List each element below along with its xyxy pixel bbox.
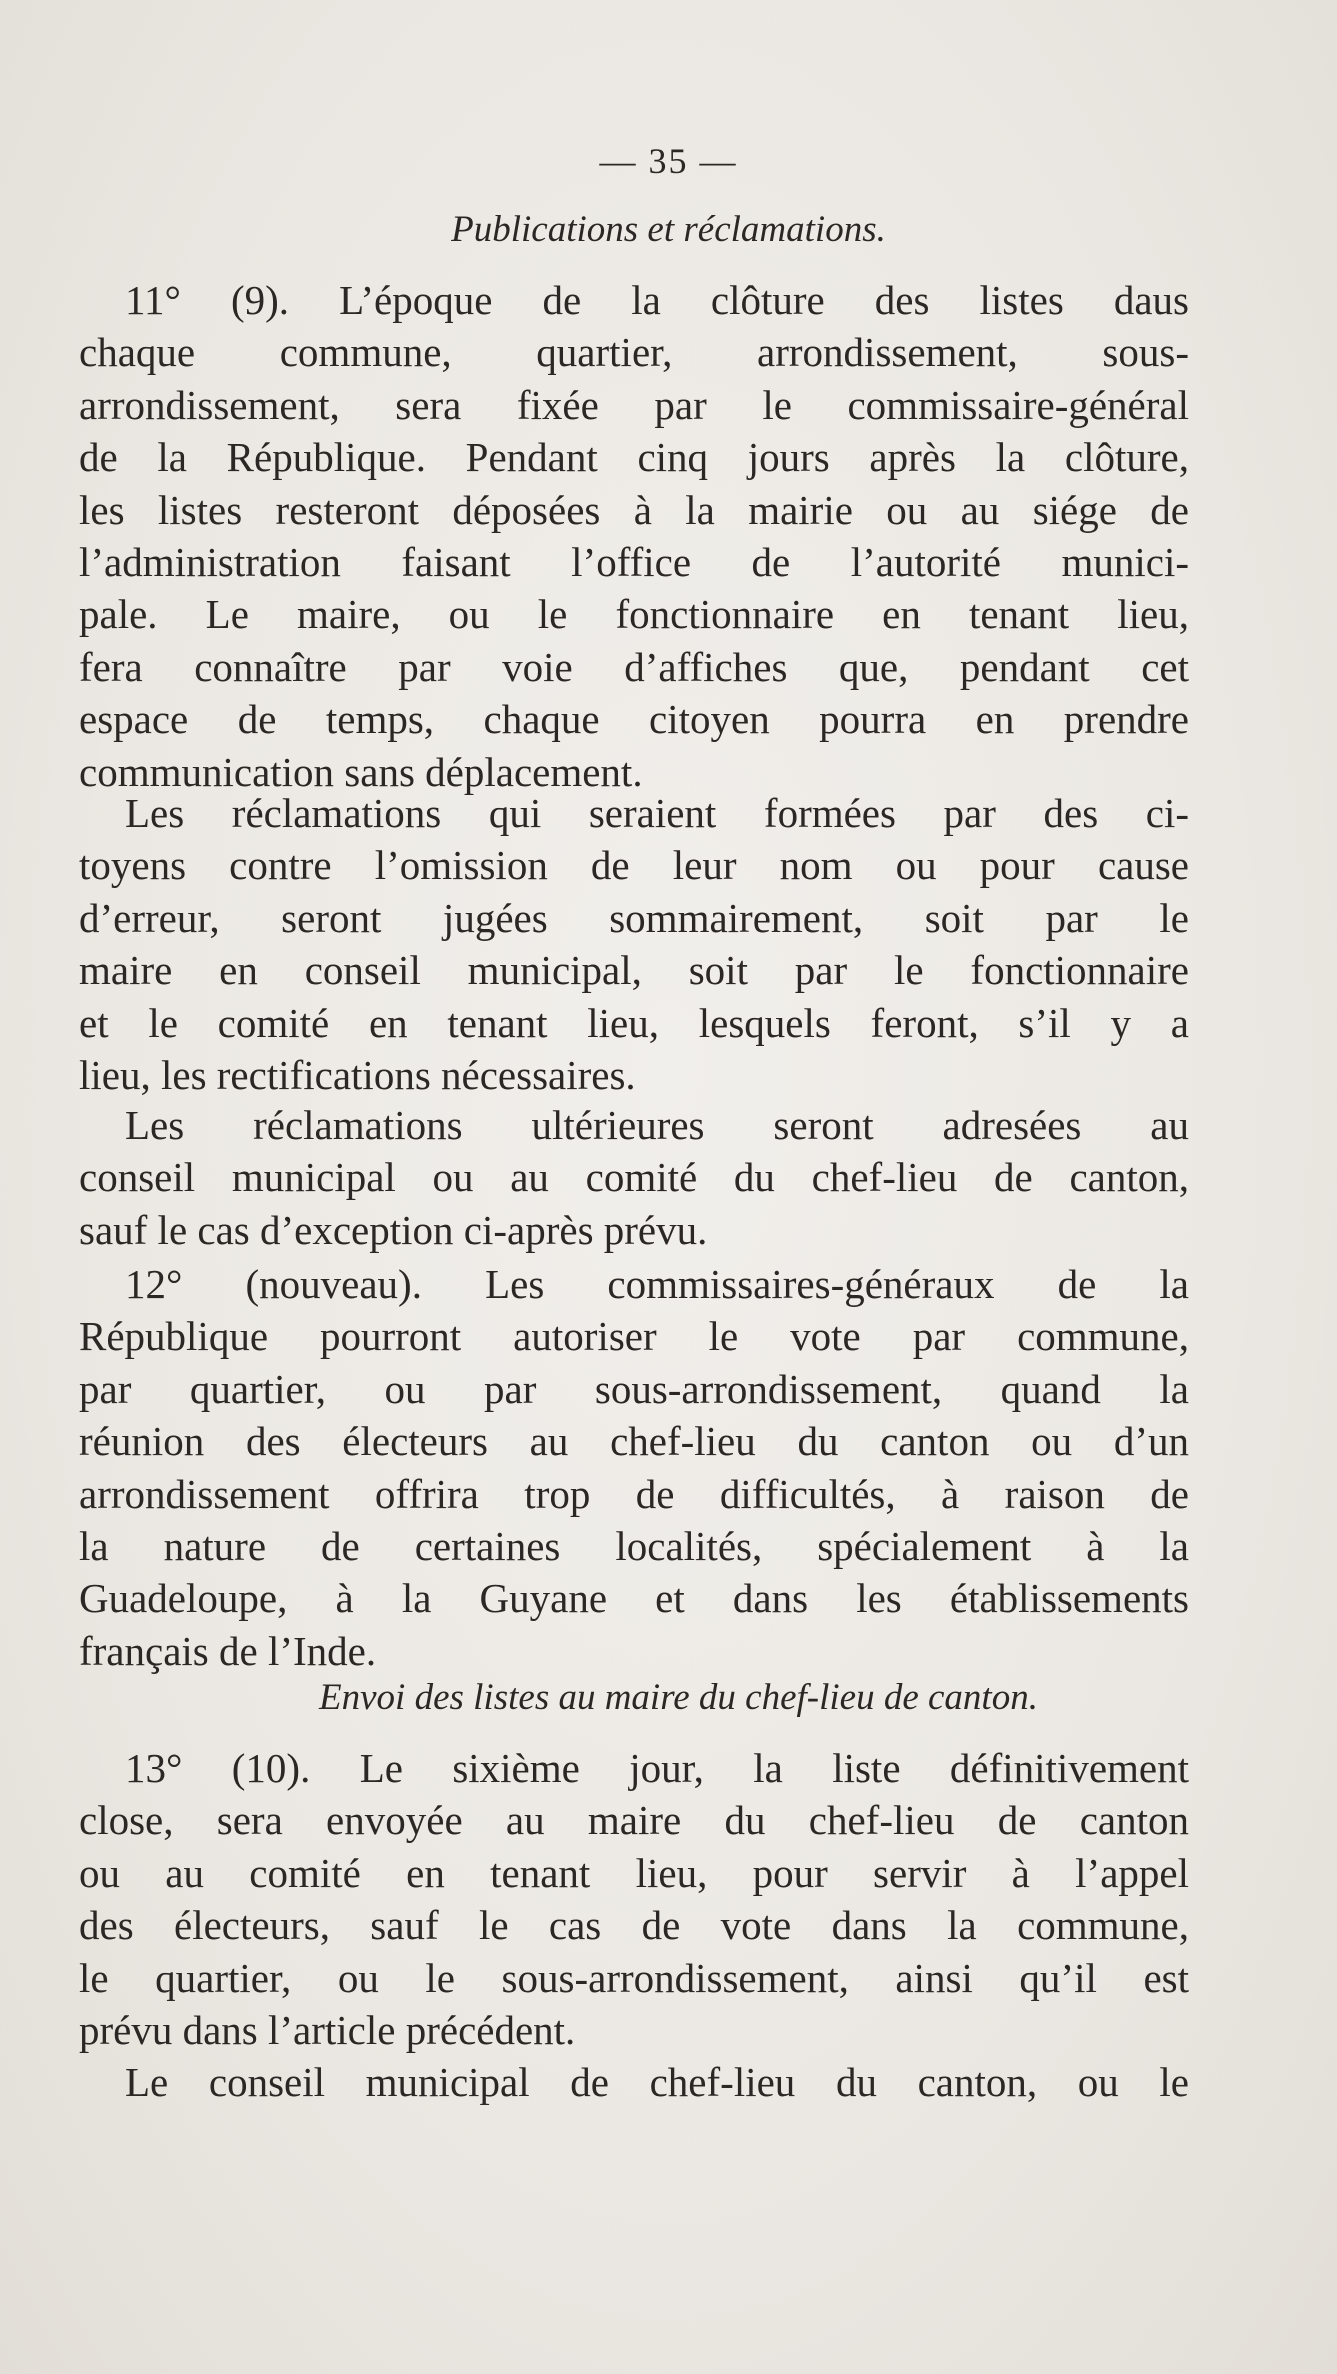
text-line: espace de temps, chaque citoyen pourra en prendre [79, 696, 1189, 743]
text-line: l’administration faisant l’office de l’autorité munici- [79, 538, 1189, 585]
paragraph-article-11 [79, 274, 1189, 798]
text-line: 12° (nouveau). Les commissaires-généraux de la [125, 1261, 1189, 1307]
text-line: de la République. Pendant cinq jours après la clôture, [79, 434, 1189, 481]
text-line: fera connaître par voie d’affiches que, pendant cet [79, 643, 1189, 690]
text-line: français de l’Inde. [79, 1627, 377, 1674]
section-heading-envoi: Envoi des listes au maire du chef-lieu de canton. [319, 1677, 1038, 1718]
text-line: toyens contre l’omission de leur nom ou pour cause [79, 842, 1189, 889]
text-line: par quartier, ou par sous-arrondissement, quand la [79, 1365, 1189, 1412]
text-line: Les réclamations qui seraient formées par des ci- [125, 790, 1189, 836]
text-line: et le comité en tenant lieu, lesquels feront, s’il y a [79, 999, 1189, 1046]
text-line: d’erreur, seront jugées sommairement, soit par le [79, 894, 1189, 941]
text-line: des électeurs, sauf le cas de vote dans la commune, [79, 1902, 1189, 1949]
section-heading-publications: Publications et réclamations. [451, 209, 886, 250]
text-line: close, sera envoyée au maire du chef-lieu de canton [79, 1797, 1189, 1844]
text-line: communication sans déplacement. [79, 748, 643, 795]
text-line: les listes resteront déposées à la mairie ou au siége de [79, 486, 1189, 533]
text-line: chaque commune, quartier, arrondissement, sous- [79, 329, 1189, 376]
text-line: arrondissement, sera fixée par le commissaire-général [79, 381, 1189, 428]
paragraph-reclamations [79, 787, 1189, 1101]
text-line: 13° (10). Le sixième jour, la liste définitivement [125, 1745, 1189, 1791]
text-line: Les réclamations ultérieures seront adresées au [125, 1102, 1189, 1148]
text-line: prévu dans l’article précédent. [79, 2006, 576, 2053]
text-line: maire en conseil municipal, soit par le fonctionnaire [79, 947, 1189, 994]
text-line: la nature de certaines localités, spécialement à la [79, 1522, 1189, 1569]
text-line: arrondissement offrira trop de difficultés, à raison de [79, 1470, 1189, 1517]
text-line: Guadeloupe, à la Guyane et dans les établissements [79, 1575, 1189, 1622]
text-line: Le conseil municipal de chef-lieu du canton, ou le [125, 2059, 1189, 2105]
text-line: lieu, les rectifications nécessaires. [79, 1051, 636, 1098]
text-line: pale. Le maire, ou le fonctionnaire en tenant lieu, [79, 591, 1189, 638]
paragraph-reclamations-ulterieures [79, 1099, 1189, 1256]
paragraph-conseil-municipal [79, 2056, 1189, 2108]
paragraph-article-12 [79, 1258, 1189, 1677]
text-line: sauf le cas d’exception ci-après prévu. [79, 1206, 708, 1253]
page-number: — 35 — [599, 141, 738, 181]
text-line: République pourront autoriser le vote par commune, [79, 1313, 1189, 1360]
text-line: 11° (9). L’époque de la clôture des listes daus [125, 277, 1189, 323]
text-line: réunion des électeurs au chef-lieu du canton ou d’un [79, 1418, 1189, 1465]
paragraph-article-13 [79, 1742, 1189, 2056]
text-line: conseil municipal ou au comité du chef-lieu de canton, [79, 1154, 1189, 1201]
text-line: le quartier, ou le sous-arrondissement, ainsi qu’il est [79, 1954, 1189, 2001]
text-line: ou au comité en tenant lieu, pour servir à l’appel [79, 1849, 1189, 1896]
